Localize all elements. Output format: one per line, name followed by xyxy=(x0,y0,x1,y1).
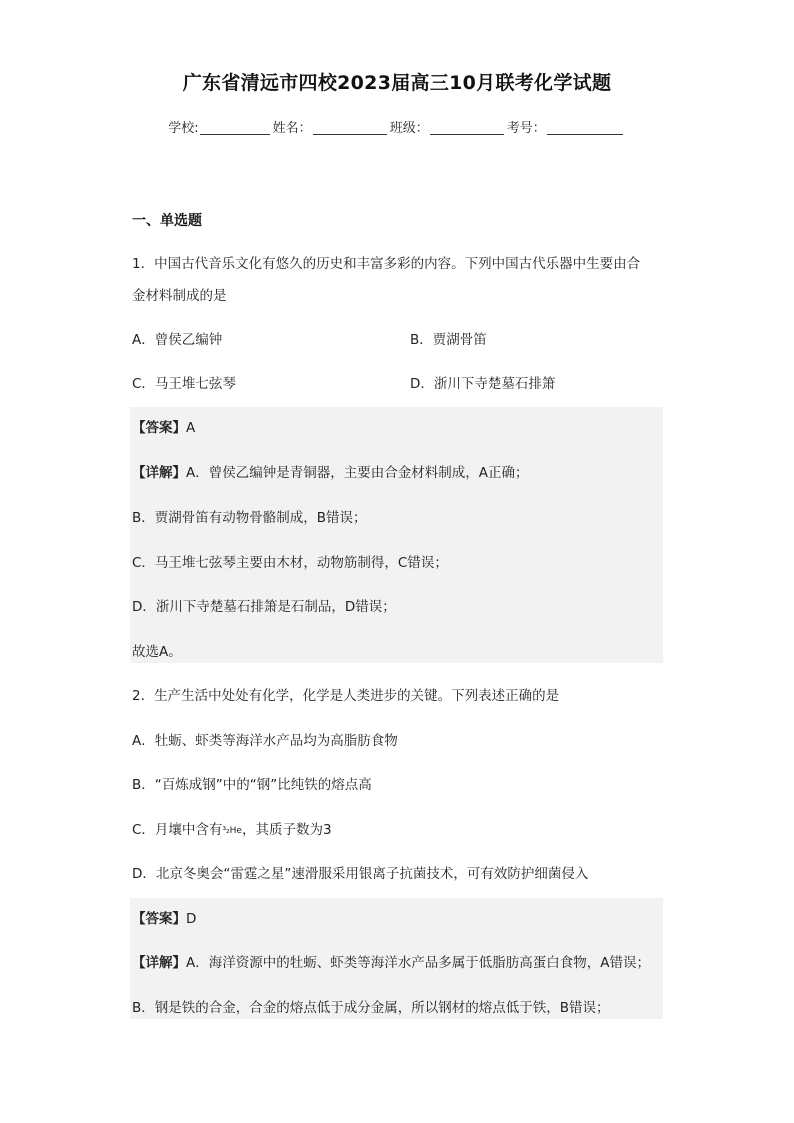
helium-nuclide-symbol: ³₂He xyxy=(222,826,242,836)
name-blank xyxy=(313,120,387,135)
q1-detail-text1: A．曾侯乙编钟是青铜器，主要由合金材料制成，A正确； xyxy=(186,465,529,481)
q2-stem: 2．生产生活中处处有化学，化学是人类进步的关键。下列表述正确的是 xyxy=(132,688,560,704)
q1-option-b: B．贾湖骨笛 xyxy=(410,332,487,348)
q2-answer xyxy=(132,907,196,927)
q2-option-b: B．“百炼成钢”中的“钢”比纯铁的熔点高 xyxy=(132,777,372,793)
q1-answer-box xyxy=(130,407,663,663)
q1-option-d: D．浙川下寺楚墓石排箫 xyxy=(410,376,556,392)
number-blank xyxy=(547,120,623,135)
q1-detail-label: 【详解】 xyxy=(132,465,186,481)
q2-answer-label: 【答案】 xyxy=(132,911,186,927)
school-blank xyxy=(200,120,270,135)
page-title: 广东省清远市四校2023届高三10月联考化学试题 xyxy=(182,72,612,94)
q1-detail-line3: C．马王堆七弦琴主要由木材，动物筋制得，C错误； xyxy=(132,555,448,571)
q2-option-a: A．牡蛎、虾类等海洋水产品均为高脂肪食物 xyxy=(132,733,398,749)
q1-detail-line1 xyxy=(132,461,528,481)
q2-option-c xyxy=(132,818,332,838)
q2-detail-text1: A．海洋资源中的牡蛎、虾类等海洋水产品多属于低脂肪高蛋白食物，A错误； xyxy=(186,955,650,971)
q1-stem-line2: 金材料制成的是 xyxy=(132,288,227,304)
q2-detail-line1 xyxy=(132,951,650,971)
class-label: 班级： xyxy=(389,121,429,136)
name-label: 姓名： xyxy=(272,121,312,136)
q2-option-c-before: C．月壤中含有 xyxy=(132,822,223,838)
q2-detail-label: 【详解】 xyxy=(132,955,186,971)
number-label: 考号： xyxy=(506,121,546,136)
q1-option-a: A．曾侯乙编钟 xyxy=(132,332,223,348)
class-blank xyxy=(430,120,504,135)
q1-conclusion: 故选A。 xyxy=(132,644,182,660)
q2-answer-value: D xyxy=(186,911,197,927)
q1-stem-line1: 1．中国古代音乐文化有悠久的历史和丰富多彩的内容。下列中国古代乐器中生要由合 xyxy=(132,256,641,272)
q1-option-c: C．马王堆七弦琴 xyxy=(132,376,236,392)
school-label: 学校: xyxy=(168,121,199,136)
q1-answer xyxy=(132,416,195,436)
q2-detail-line2: B．钢是铁的合金，合金的熔点低于成分金属，所以钢材的熔点低于铁，B错误； xyxy=(132,1000,610,1016)
q1-answer-label: 【答案】 xyxy=(132,420,186,436)
q1-detail-line4: D．浙川下寺楚墓石排箫是石制品，D错误； xyxy=(132,599,396,615)
student-info-line xyxy=(0,117,794,136)
q2-option-c-after: ，其质子数为3 xyxy=(241,822,332,838)
q2-option-d: D．北京冬奥会“雷霆之星”速滑服采用银离子抗菌技术，可有效防护细菌侵入 xyxy=(132,866,589,882)
section-heading: 一、单选题 xyxy=(132,213,202,229)
q1-answer-value: A xyxy=(186,420,196,436)
q1-detail-line2: B．贾湖骨笛有动物骨骼制成，B错误； xyxy=(132,510,367,526)
